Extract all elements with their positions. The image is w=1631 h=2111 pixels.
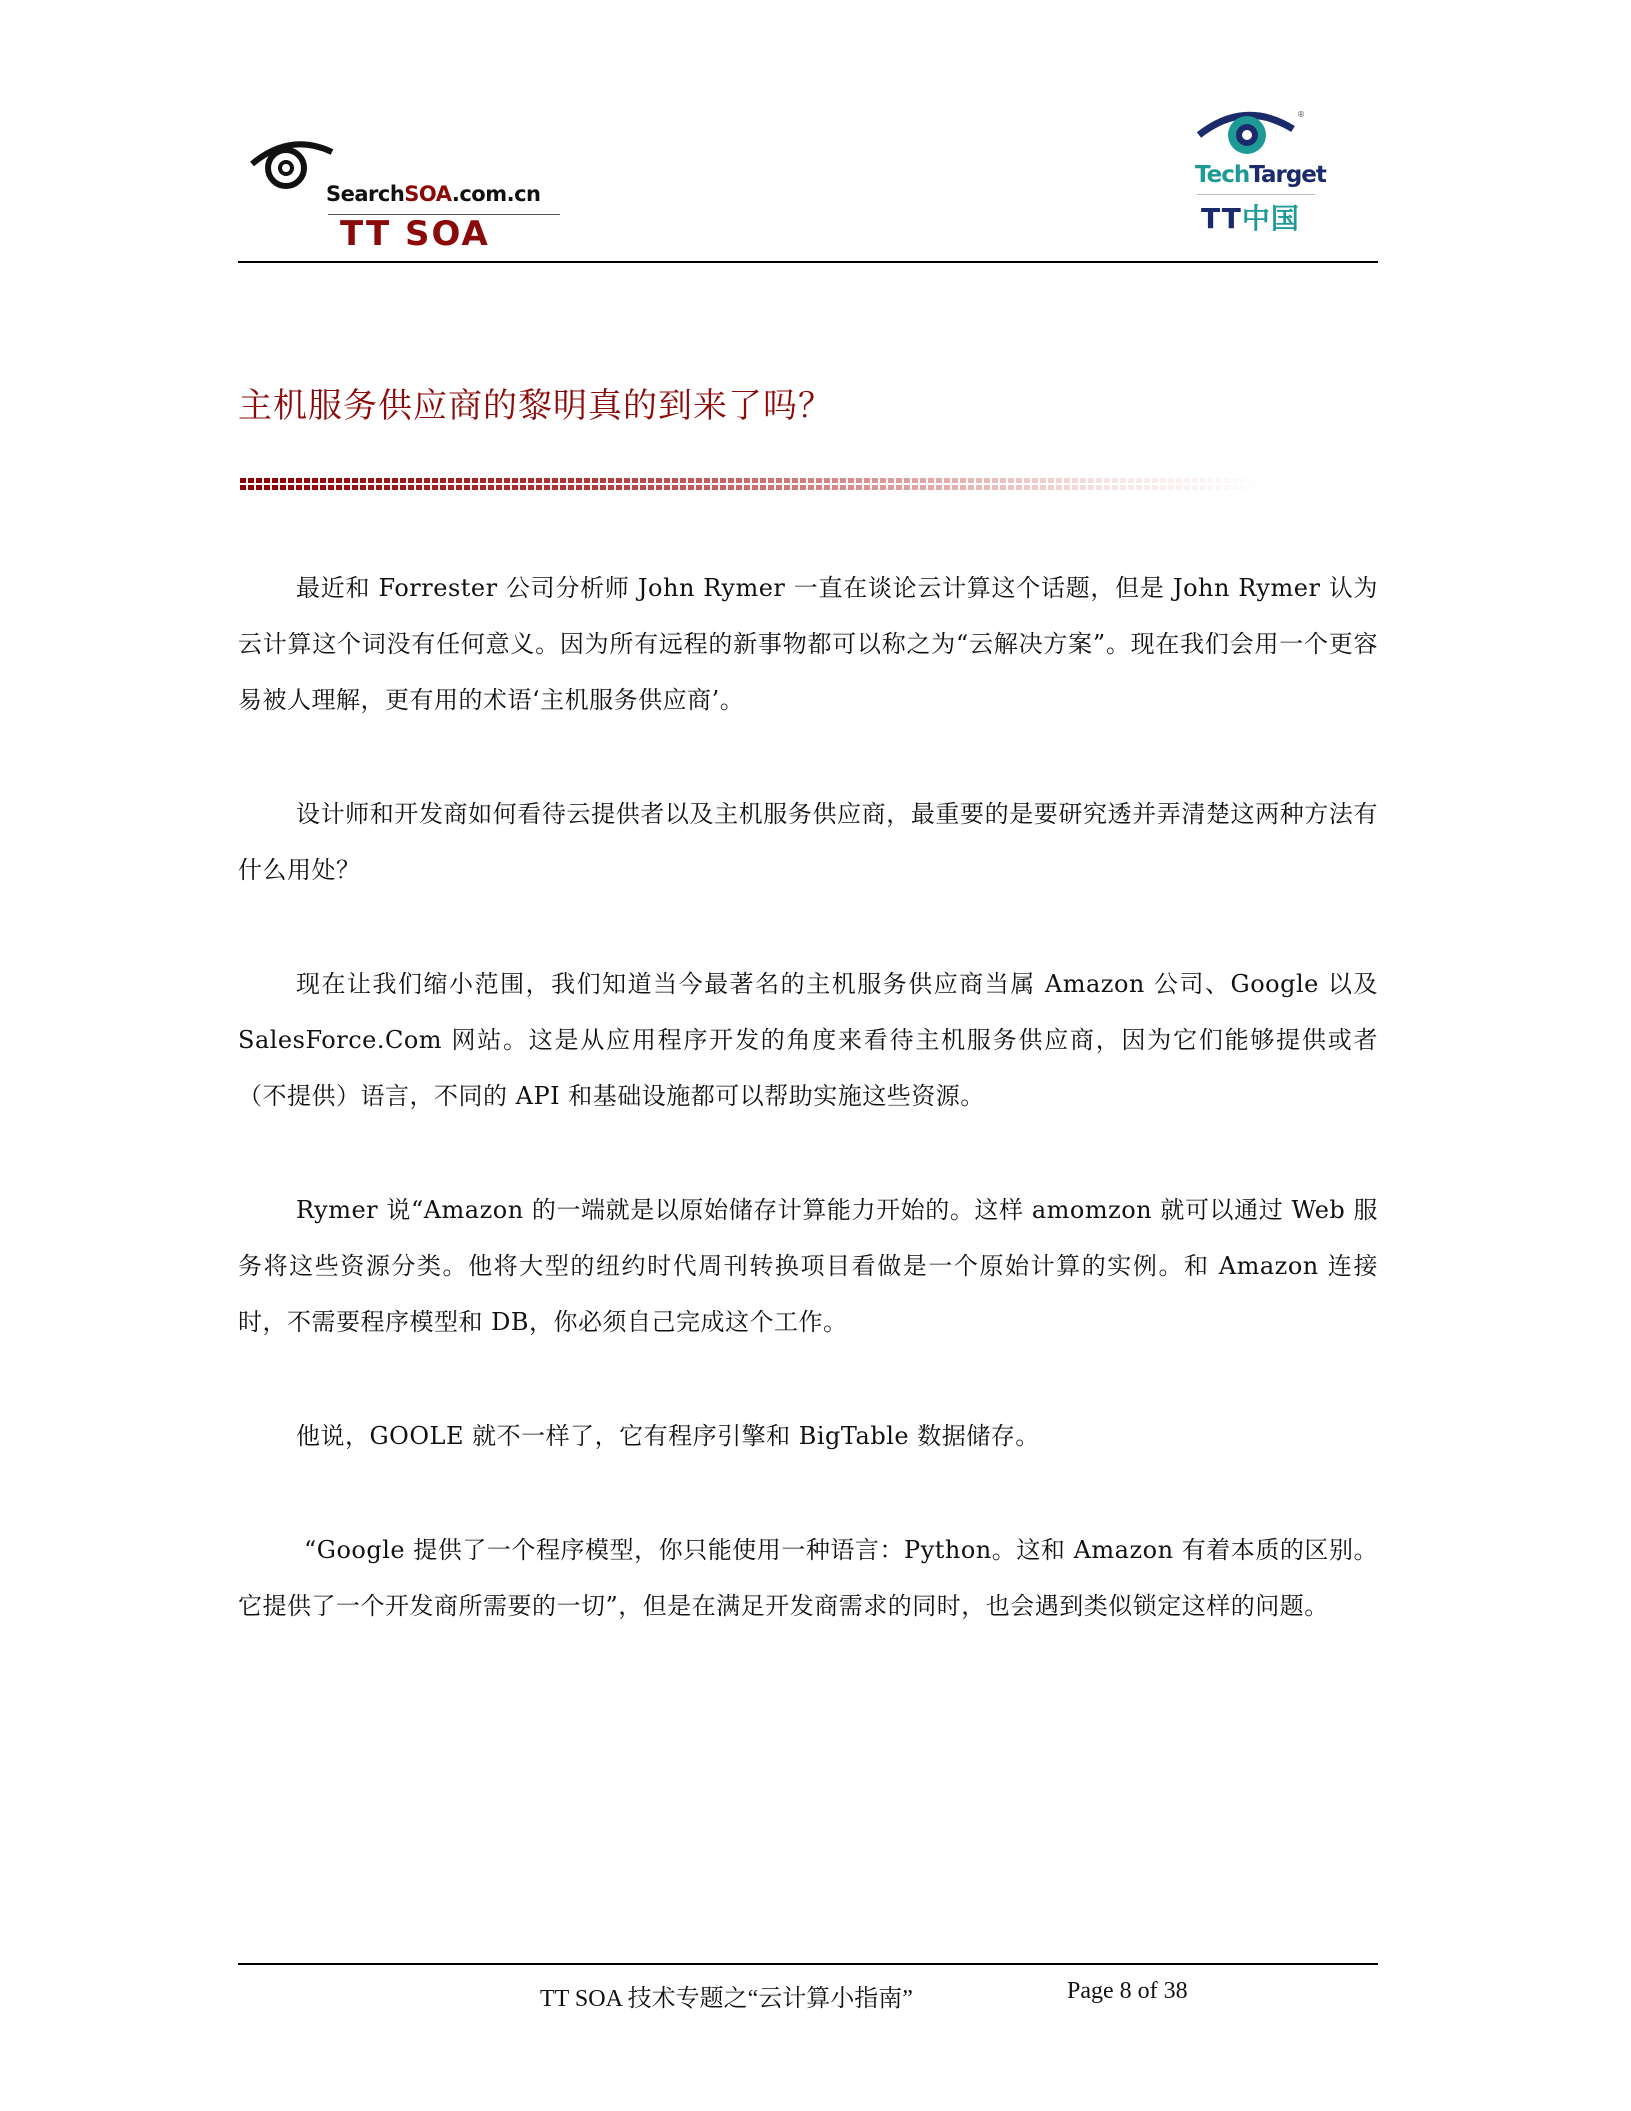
decorative-dotted-divider <box>238 478 1268 490</box>
paragraph: 设计师和开发商如何看待云提供者以及主机服务供应商，最重要的是要研究透并弄清楚这两种方法有什么用处？ <box>238 800 1378 884</box>
eye-icon <box>1193 105 1323 165</box>
techtarget-logo <box>1193 105 1333 235</box>
searchsoa-logo <box>250 134 570 254</box>
paragraph: 现在让我们缩小范围，我们知道当今最著名的主机服务供应商当属 Amazon 公司、Google 以及 SalesForce.Com 网站。这是从应用程序开发的角度来看待主机服务供应商，因为它们能够提供或者（不提供）语言，不同的 API 和基础设施都可以帮助实施这些资源。 <box>238 970 1378 1110</box>
brand-name: TechTarget <box>1195 162 1326 188</box>
paragraph: 最近和 Forrester 公司分析师 John Rymer 一直在谈论云计算这个话题，但是 John Rymer 认为云计算这个词没有任何意义。因为所有远程的新事物都可以称之为“云解决方案”。现在我们会用一个更容易被人理解，更有用的术语‘主机服务供应商’。 <box>238 574 1378 714</box>
logo-divider <box>1197 194 1315 195</box>
article-title: 主机服务供应商的黎明真的到来了吗？ <box>238 386 833 426</box>
page-header <box>238 100 1378 260</box>
paragraph: 他说，GOOLE 就不一样了，它有程序引擎和 BigTable 数据储存。 <box>296 1422 1040 1450</box>
site-name: SearchSOA.com.cn <box>326 182 541 206</box>
logo-tagline: TT中国 <box>1201 202 1300 235</box>
footer-document-title: TT SOA 技术专题之“云计算小指南” <box>540 1986 913 2012</box>
paragraph: “Google 提供了一个程序模型，你只能使用一种语言：Python。这和 Amazon 有着本质的区别。它提供了一个开发商所需要的一切”，但是在满足开发商需求的同时，也会遇到类似锁定这样的问题。 <box>238 1536 1378 1620</box>
registered-mark: ® <box>1297 110 1305 119</box>
paragraph: Rymer 说“Amazon 的一端就是以原始储存计算能力开始的。这样 amomzon 就可以通过 Web 服务将这些资源分类。他将大型的纽约时代周刊转换项目看做是一个原始计算的实例。和 Amazon 连接时，不需要程序模型和 DB，你必须自己完成这个工作。 <box>238 1196 1378 1336</box>
article-body <box>238 560 1378 1692</box>
page-number: Page 8 of 38 <box>1067 1978 1188 2004</box>
logo-tagline: TT SOA <box>340 214 490 254</box>
header-divider <box>238 261 1378 263</box>
footer-divider <box>238 1963 1378 1965</box>
